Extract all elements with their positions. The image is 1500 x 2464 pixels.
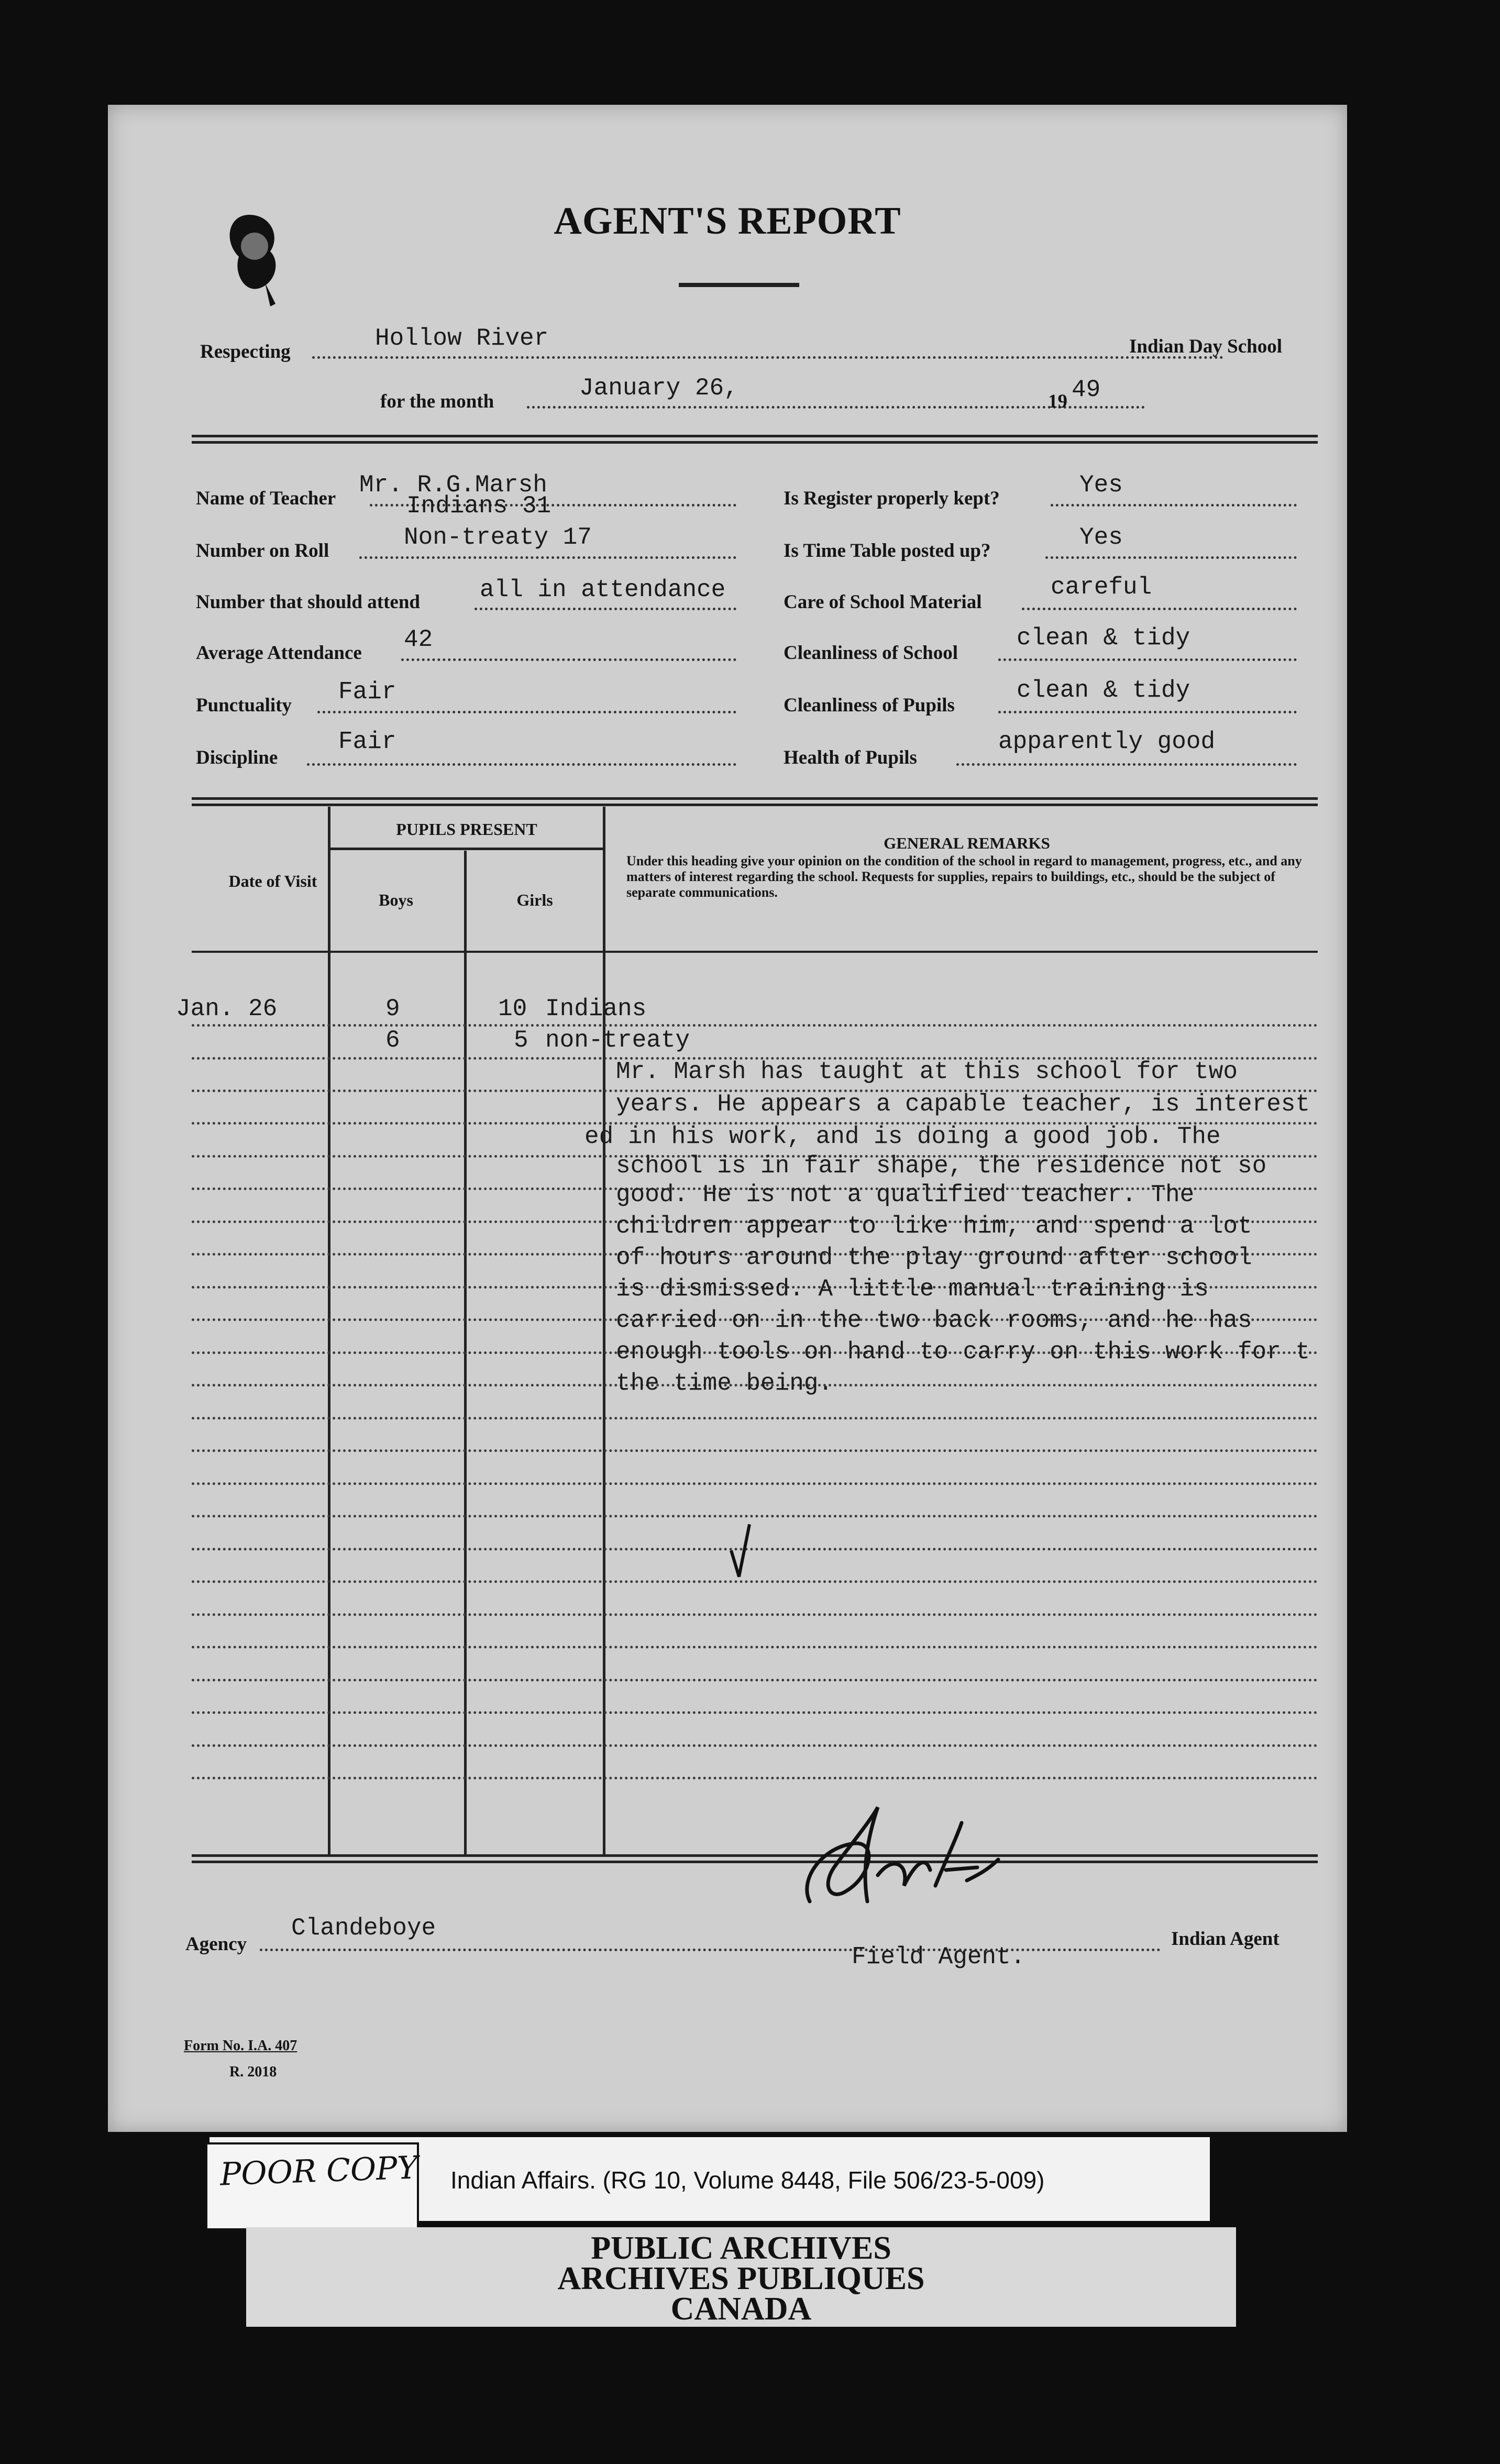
table-row-line [192, 1777, 1318, 1779]
remark-line: the time being. [616, 1370, 833, 1397]
row-note-nontreaty: non-treaty [545, 1027, 690, 1054]
report-title: AGENT'S REPORT [554, 200, 901, 243]
discipline-value: Fair [338, 728, 396, 755]
clean-pupils-value: clean & tidy [1017, 677, 1190, 704]
school-type-label: Indian Day School [1129, 336, 1282, 357]
poor-copy-stamp: POOR COPY [219, 2149, 419, 2193]
girls-count-nontreaty: 5 [514, 1027, 528, 1054]
respecting-dotted-line [312, 356, 1223, 359]
general-remarks-header [626, 835, 1307, 900]
form-number: Form No. I.A. 407 [184, 2038, 297, 2054]
table-row-line [192, 1515, 1318, 1517]
table-row-line [192, 1679, 1318, 1681]
material-dotted-line [1022, 608, 1297, 610]
agency-label: Agency [185, 1933, 247, 1955]
archives-line-fr: ARCHIVES PUBLIQUES [557, 2261, 925, 2296]
remark-line: years. He appears a capable teacher, is interest [616, 1091, 1310, 1118]
general-remarks-instructions: Under this heading give your opinion on the condition of the school in regard to management, progress, etc., and any matters of interest regarding the school. Requests for supplies, repairs to buildings, etc., should be the subject of separate communications. [626, 853, 1302, 900]
register-label: Is Register properly kept? [784, 488, 1000, 509]
health-dotted-line [956, 763, 1297, 766]
form-revision: R. 2018 [229, 2064, 277, 2080]
timetable-dotted-line [1045, 556, 1297, 559]
title-underline [679, 283, 799, 287]
year-value: 49 [1072, 376, 1101, 403]
general-remarks-title: GENERAL REMARKS [884, 834, 1050, 852]
remark-line: enough tools on hand to carry on this work for t [616, 1338, 1310, 1366]
register-value: Yes [1079, 471, 1123, 499]
remark-line: good. He is not a qualified teacher. The [616, 1181, 1195, 1208]
timetable-label: Is Time Table posted up? [784, 540, 991, 562]
date-header: Date of Visit [228, 872, 317, 890]
respecting-label: Respecting [200, 341, 291, 362]
year-prefix: 19 [1048, 391, 1067, 412]
field-agent-text: Field Agent. [852, 1943, 1025, 1971]
table-top-rule-1 [192, 797, 1318, 800]
remark-line: ed in his work, and is doing a good job. The [584, 1123, 1221, 1150]
should-attend-label: Number that should attend [196, 591, 420, 613]
remark-line: of hours around the play ground after school [616, 1244, 1252, 1271]
punctuality-value: Fair [338, 678, 396, 706]
remark-line: Mr. Marsh has taught at this school for two [616, 1058, 1238, 1085]
table-row-line [192, 1482, 1318, 1485]
header-rule-1 [192, 435, 1318, 437]
material-label: Care of School Material [784, 591, 982, 613]
boys-count-indians: 9 [385, 995, 400, 1022]
punctuality-dotted-line [317, 711, 736, 713]
indian-agent-label: Indian Agent [1171, 1928, 1280, 1950]
health-value: apparently good [998, 728, 1216, 755]
roll-nontreaty-value: Non-treaty 17 [404, 524, 592, 551]
discipline-dotted-line [307, 763, 736, 766]
agency-dotted-line [260, 1949, 1161, 1951]
pupils-header-rule [328, 848, 605, 850]
pupils-present-header: PUPILS PRESENT [396, 820, 537, 839]
footer-rule-2 [192, 1861, 1318, 1863]
teacher-value: Mr. R.G.Marsh [359, 471, 547, 499]
avg-attendance-label: Average Attendance [196, 642, 362, 664]
punctuality-label: Punctuality [196, 695, 292, 716]
header-rule-2 [192, 441, 1318, 444]
girls-header: Girls [516, 890, 553, 909]
visit-date: Jan. 26 [176, 995, 278, 1022]
archives-line-en: PUBLIC ARCHIVES [591, 2230, 891, 2266]
discipline-label: Discipline [196, 747, 278, 768]
roll-indians-value: Indians 31 [406, 492, 552, 520]
table-row-line [192, 1646, 1318, 1648]
table-row-line [192, 1449, 1318, 1452]
table-row-line [192, 1417, 1318, 1420]
report-sheet [108, 105, 1347, 2132]
avg-attendance-value: 42 [404, 626, 433, 653]
agent-signature [789, 1802, 1009, 1917]
girls-count-indians: 10 [498, 995, 527, 1022]
clean-school-dotted-line [998, 658, 1297, 661]
column-divider-date [328, 807, 330, 1854]
roll-label: Number on Roll [196, 540, 329, 562]
remark-line: children appear to like him, and spend a lot [616, 1213, 1252, 1240]
clean-pupils-label: Cleanliness of Pupils [784, 695, 955, 716]
avg-attendance-dotted-line [401, 658, 736, 661]
timetable-value: Yes [1079, 524, 1123, 551]
column-divider-girls [603, 807, 605, 1854]
respecting-value: Hollow River [375, 325, 549, 352]
table-row-line [192, 1613, 1318, 1616]
remark-line: is dismissed. A little manual training is [616, 1275, 1209, 1303]
table-header-bottom-rule [192, 951, 1318, 953]
table-row-line [192, 1024, 1318, 1027]
boys-count-nontreaty: 6 [385, 1027, 400, 1054]
clean-school-label: Cleanliness of School [784, 642, 958, 664]
teacher-label: Name of Teacher [196, 488, 336, 509]
should-attend-dotted-line [475, 608, 736, 610]
agency-value: Clandeboye [291, 1915, 436, 1942]
remark-line: school is in fair shape, the residence not so [616, 1152, 1267, 1180]
material-value: careful [1051, 574, 1152, 601]
table-row-line [192, 1744, 1318, 1747]
public-archives-label [246, 2227, 1236, 2327]
table-row-line [192, 1711, 1318, 1714]
month-value: January 26, [579, 375, 738, 402]
boys-header: Boys [379, 890, 413, 909]
register-dotted-line [1051, 504, 1297, 507]
roll-dotted-line [359, 556, 736, 559]
should-attend-value: all in attendance [480, 576, 726, 603]
remark-line: carried on in the two back rooms, and he has [616, 1307, 1252, 1334]
archives-line-country: CANADA [670, 2291, 812, 2327]
checkmark-icon [726, 1519, 757, 1582]
month-label: for the month [380, 391, 494, 412]
row-note-indians: Indians [545, 995, 647, 1022]
archive-reference: Indian Affairs. (RG 10, Volume 8448, File 506/23-5-009) [450, 2166, 1045, 2194]
clean-pupils-dotted-line [998, 711, 1297, 713]
clean-school-value: clean & tidy [1017, 624, 1190, 652]
footer-rule-1 [192, 1854, 1318, 1857]
table-top-rule-2 [192, 804, 1318, 806]
health-label: Health of Pupils [784, 747, 917, 768]
